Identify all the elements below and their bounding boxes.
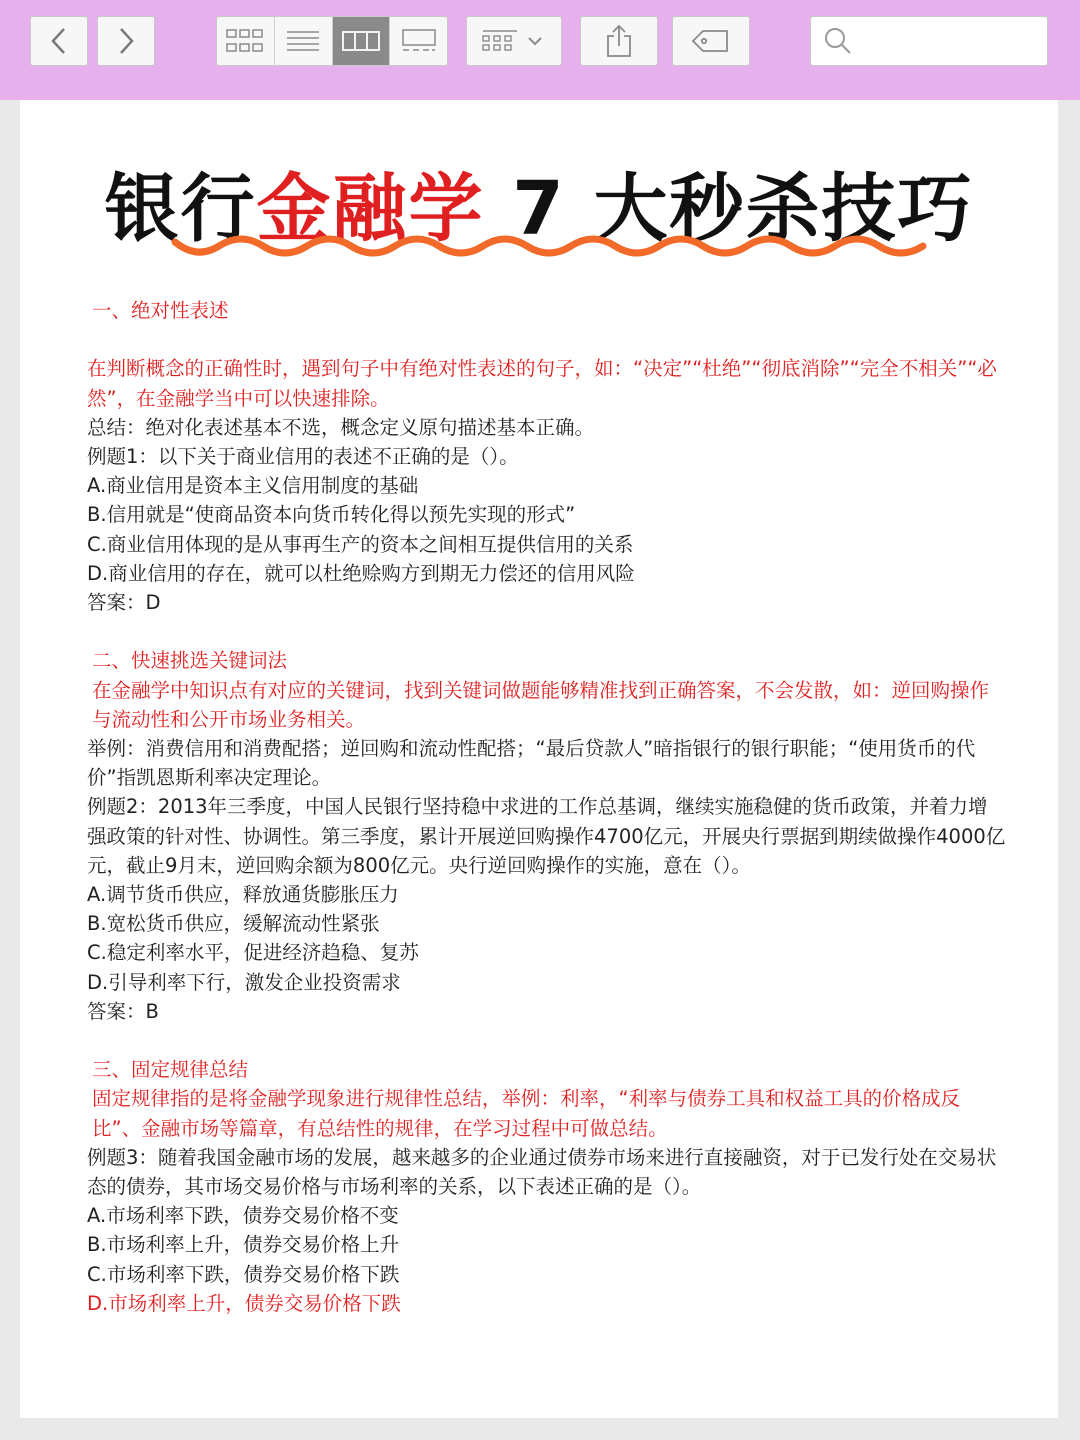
title-part-1: 银行 (104, 166, 257, 252)
section-2-example: 举例：消费信用和消费配搭；逆回购和流动性配搭；“最后贷款人”暗指银行的银行职能；“使用货币的代价”指凯恩斯利率决定理论。 (87, 737, 976, 790)
section-1-option-a: A.商业信用是资本主义信用制度的基础 (87, 474, 419, 498)
list-view-button[interactable] (275, 17, 333, 65)
column-view-icon (341, 29, 381, 53)
section-1-intro: 在判断概念的正确性时，遇到句子中有绝对性表述的句子，如：“决定”“杜绝”“彻底消除”“完全不相关”“必然”，在金融学当中可以快速排除。 (87, 357, 997, 410)
share-button[interactable] (580, 16, 658, 66)
section-2-option-a: A.调节货币供应，释放通货膨胀压力 (87, 883, 399, 907)
section-1-answer: 答案：D (87, 591, 161, 615)
section-2-intro: 在金融学中知识点有对应的关键词，找到关键词做题能够精准找到正确答案，不会发散，如：逆回购操作与流动性和公开市场业务相关。 (92, 678, 990, 731)
section-1-heading: 一、绝对性表述 (92, 299, 229, 322)
section-1-option-b: B.信用就是“使商品资本向货币转化得以预先实现的形式” (87, 503, 576, 527)
forward-button[interactable] (97, 16, 155, 66)
icon-grid-view-icon (225, 28, 265, 54)
section-3-correct-option: D.市场利率上升，债券交易价格下跌 (87, 1291, 401, 1315)
list-view-icon (285, 28, 321, 54)
search-icon (823, 26, 853, 56)
section-2-answer: 答案：B (87, 999, 159, 1023)
search-input[interactable] (810, 16, 1048, 66)
chevron-left-icon (48, 26, 70, 56)
back-button[interactable] (30, 16, 88, 66)
section-3-option-a: A.市场利率下跌，债券交易价格不变 (87, 1204, 399, 1228)
wave-underline-decoration (170, 230, 950, 270)
gallery-view-icon (399, 28, 439, 54)
article-body (87, 296, 1007, 1318)
toolbar (0, 0, 1080, 100)
tag-icon (691, 28, 731, 54)
section-1-option-c: C.商业信用体现的是从事再生产的资本之间相互提供信用的关系 (87, 532, 634, 556)
section-2-option-b: B.宽松货币供应，缓解流动性紧张 (87, 912, 380, 936)
section-3-question: 例题3：随着我国金融市场的发展，越来越多的企业通过债券市场来进行直接融资，对于已发行处在交易状态的债券，其市场交易价格与市场利率的关系，以下表述正确的是（）。 (87, 1145, 997, 1199)
section-2-option-d: D.引导利率下行，激发企业投资需求 (87, 970, 401, 994)
view-mode-switcher (216, 16, 448, 66)
section-1-option-d: D.商业信用的存在，就可以杜绝赊购方到期无力偿还的信用风险 (87, 561, 635, 585)
section-2-question: 例题2：2013年三季度，中国人民银行坚持稳中求进的工作总基调，继续实施稳健的货币政策，并着力增强政策的针对性、协调性。第三季度，累计开展逆回购操作4700亿元，开展央行票据到期续做操作4000亿元，截止9月末，逆回购余额为800亿元。央行逆回购操作的实施，意在（）。 (87, 795, 1006, 877)
section-3-option-b: B.市场利率上升，债券交易价格上升 (87, 1233, 400, 1257)
icon-view-button[interactable] (217, 17, 275, 65)
title-highlight: 金融学 (256, 166, 485, 252)
section-3-option-c: C.市场利率下跌，债券交易价格下跌 (87, 1262, 400, 1286)
section-1-summary: 总结：绝对化表述基本不选，概念定义原句描述基本正确。 (87, 415, 595, 439)
group-by-icon (479, 28, 549, 54)
section-3-heading: 三、固定规律总结 (92, 1058, 249, 1082)
title-part-3: 7 大秒杀技巧 (484, 166, 974, 252)
section-2-heading: 二、快速挑选关键词法 (92, 649, 288, 673)
share-icon (604, 24, 634, 58)
tag-button[interactable] (672, 16, 750, 66)
document-page (20, 100, 1058, 1418)
chevron-right-icon (115, 26, 137, 56)
section-3-intro: 固定规律指的是将金融学现象进行规律性总结，举例：利率，“利率与债券工具和权益工具的价格成反比”、金融市场等篇章，有总结性的规律，在学习过程中可做总结。 (92, 1087, 961, 1140)
section-1-question: 例题1：以下关于商业信用的表述不正确的是（）。 (87, 445, 519, 468)
gallery-view-button[interactable] (390, 17, 447, 65)
column-view-button[interactable] (333, 17, 391, 65)
section-2-option-c: C.稳定利率水平，促进经济趋稳、复苏 (87, 941, 419, 965)
group-by-button[interactable] (466, 16, 562, 66)
